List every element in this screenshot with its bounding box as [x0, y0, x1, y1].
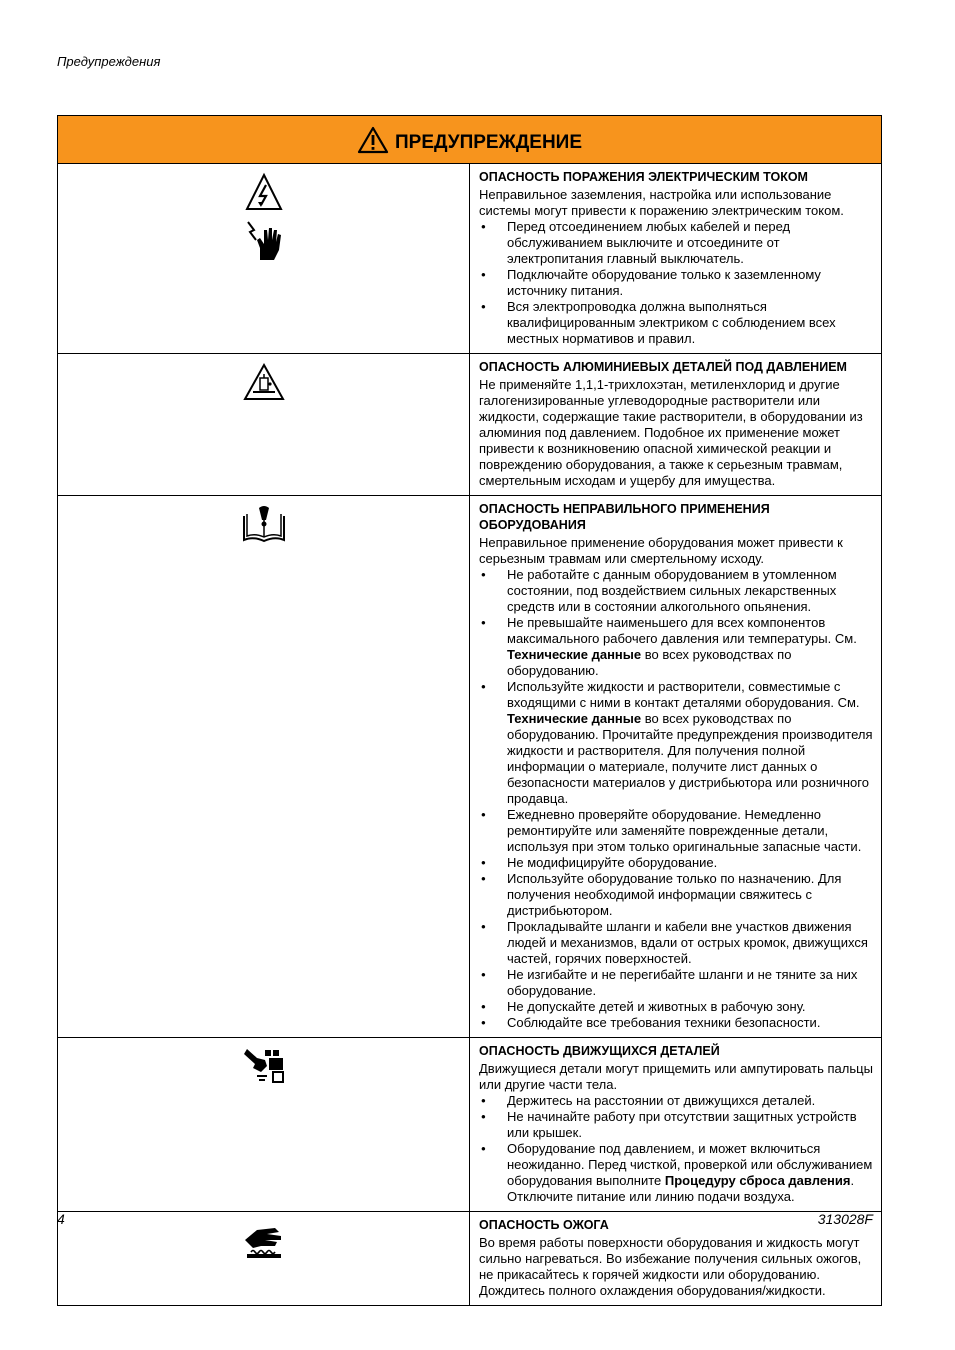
- page-number: 4: [57, 1211, 65, 1227]
- list-item: • Ежедневно проверяйте оборудование. Немедленно ремонтируйте или заменяйте поврежденные детали, используя при этом только оригинальные запасные части.: [479, 807, 873, 855]
- section-intro: Не применяйте 1,1,1-трихлохэтан, метиленхлорид и другие галогенизированные углеводородные растворители или жидкости, содержащие такие растворители, в оборудовании из алюминия под давлением. Подобное их применение может привести к возникновению опасной химической реакции и повреждению оборудования, а также к серьезным травмам, смертельным исходам и ущербу для имущества.: [479, 377, 863, 488]
- section-title: ОПАСНОСТЬ ПОРАЖЕНИЯ ЭЛЕКТРИЧЕСКИМ ТОКОМ: [479, 170, 808, 184]
- list-item: • Не превышайте наименьшего для всех компонентов максимального рабочего давления или температуры. См. Технические данные во всех руководствах по оборудованию.: [479, 615, 873, 679]
- list-item: • Используйте оборудование только по назначению. Для получения необходимой информации свяжитесь с дистрибьютором.: [479, 871, 873, 919]
- list-item: • Соблюдайте все требования техники безопасности.: [479, 1015, 873, 1031]
- section-intro: Во время работы поверхности оборудования и жидкость могут сильно нагреваться. Во избежание получения сильных ожогов, не прикасайтесь к горячей жидкости или оборудованию. Дождитесь полного охлаждения оборудования/жидкости.: [479, 1235, 862, 1298]
- section-title: ОПАСНОСТЬ ОЖОГА: [479, 1218, 609, 1232]
- list-item: • Прокладывайте шланги и кабели вне участков движения людей и механизмов, вдали от острых кромок, движущихся частей, горячих поверхностей.: [479, 919, 873, 967]
- icon-cell: [58, 496, 470, 1038]
- section-electric-shock: [58, 164, 882, 354]
- electric-shock-icon: [244, 172, 284, 212]
- list-item: • Держитесь на расстоянии от движущихся деталей.: [479, 1093, 873, 1109]
- pressurized-aluminum-icon: [242, 362, 286, 402]
- bullet-list: [479, 1093, 873, 1205]
- warning-table: [57, 115, 882, 1306]
- list-item: • Перед отсоединением любых кабелей и перед обслуживанием выключите и отсоедините от электропитания главный выключатель.: [479, 219, 873, 267]
- hot-surface-icon: [241, 1220, 287, 1260]
- icon-cell: [58, 354, 470, 496]
- icon-cell: [58, 1212, 470, 1306]
- section-moving-parts: [58, 1038, 882, 1212]
- section-equipment-misuse: [58, 496, 882, 1038]
- list-item: • Не модифицируйте оборудование.: [479, 855, 873, 871]
- list-item: • Не изгибайте и не перегибайте шланги и не тяните за них оборудование.: [479, 967, 873, 999]
- section-title: ОПАСНОСТЬ АЛЮМИНИЕВЫХ ДЕТАЛЕЙ ПОД ДАВЛЕНИЕМ: [479, 360, 847, 374]
- section-aluminum-parts: [58, 354, 882, 496]
- list-item: • Не допускайте детей и животных в рабочую зону.: [479, 999, 873, 1015]
- list-item: • Вся электропроводка должна выполняться квалифицированным электриком с соблюдением всех местных нормативов и правил.: [479, 299, 873, 347]
- text-cell: [470, 164, 882, 354]
- bullet-list: [479, 219, 873, 347]
- running-head: Предупреждения: [57, 54, 161, 69]
- section-title: ОПАСНОСТЬ НЕПРАВИЛЬНОГО ПРИМЕНЕНИЯ ОБОРУДОВАНИЯ: [479, 502, 770, 532]
- list-item: • Используйте жидкости и растворители, совместимые с входящими с ними в контакт деталями оборудования. См. Технические данные во всех руководствах по оборудованию. Прочитайте предупреждения производителя жидкости и растворителя. Для получения полной информации о материале, получите лист данных о безопасности материалов у дистрибьютора или розничного продавца.: [479, 679, 873, 807]
- bullet-list: [479, 567, 873, 1031]
- text-cell: [470, 496, 882, 1038]
- icon-cell: [58, 164, 470, 354]
- warning-triangle-icon: [357, 126, 389, 154]
- section-intro: Неправильное применение оборудования может привести к серьезным травмам или смертельному исходу.: [479, 535, 843, 566]
- hand-shock-icon: [244, 218, 284, 262]
- section-intro: Движущиеся детали могут прищемить или ампутировать пальцы или другие части тела.: [479, 1061, 873, 1092]
- read-manual-icon: [241, 504, 287, 544]
- section-intro: Неправильное заземления, настройка или использование системы могут привести к поражению электрическим током.: [479, 187, 844, 218]
- list-item: • Подключайте оборудование только к заземленному источнику питания.: [479, 267, 873, 299]
- icon-cell: [58, 1038, 470, 1212]
- list-item: • Не начинайте работу при отсутствии защитных устройств или крышек.: [479, 1109, 873, 1141]
- warning-header: [58, 116, 882, 164]
- section-title: ОПАСНОСТЬ ДВИЖУЩИХСЯ ДЕТАЛЕЙ: [479, 1044, 720, 1058]
- section-burn: [58, 1212, 882, 1306]
- list-item: • Не работайте с данным оборудованием в утомленном состоянии, под воздействием сильных лекарственных средств или в состоянии алкогольного опьянения.: [479, 567, 873, 615]
- moving-parts-icon: [241, 1046, 287, 1086]
- document-number: 313028F: [817, 1211, 873, 1227]
- text-cell: [470, 354, 882, 496]
- warning-title: ПРЕДУПРЕЖДЕНИЕ: [394, 131, 583, 153]
- text-cell: [470, 1038, 882, 1212]
- list-item: • Оборудование под давлением, и может включиться неожиданно. Перед чисткой, проверкой или обслуживанием оборудования выполните Процедуру сброса давления. Отключите питание или линию подачи воздуха.: [479, 1141, 873, 1205]
